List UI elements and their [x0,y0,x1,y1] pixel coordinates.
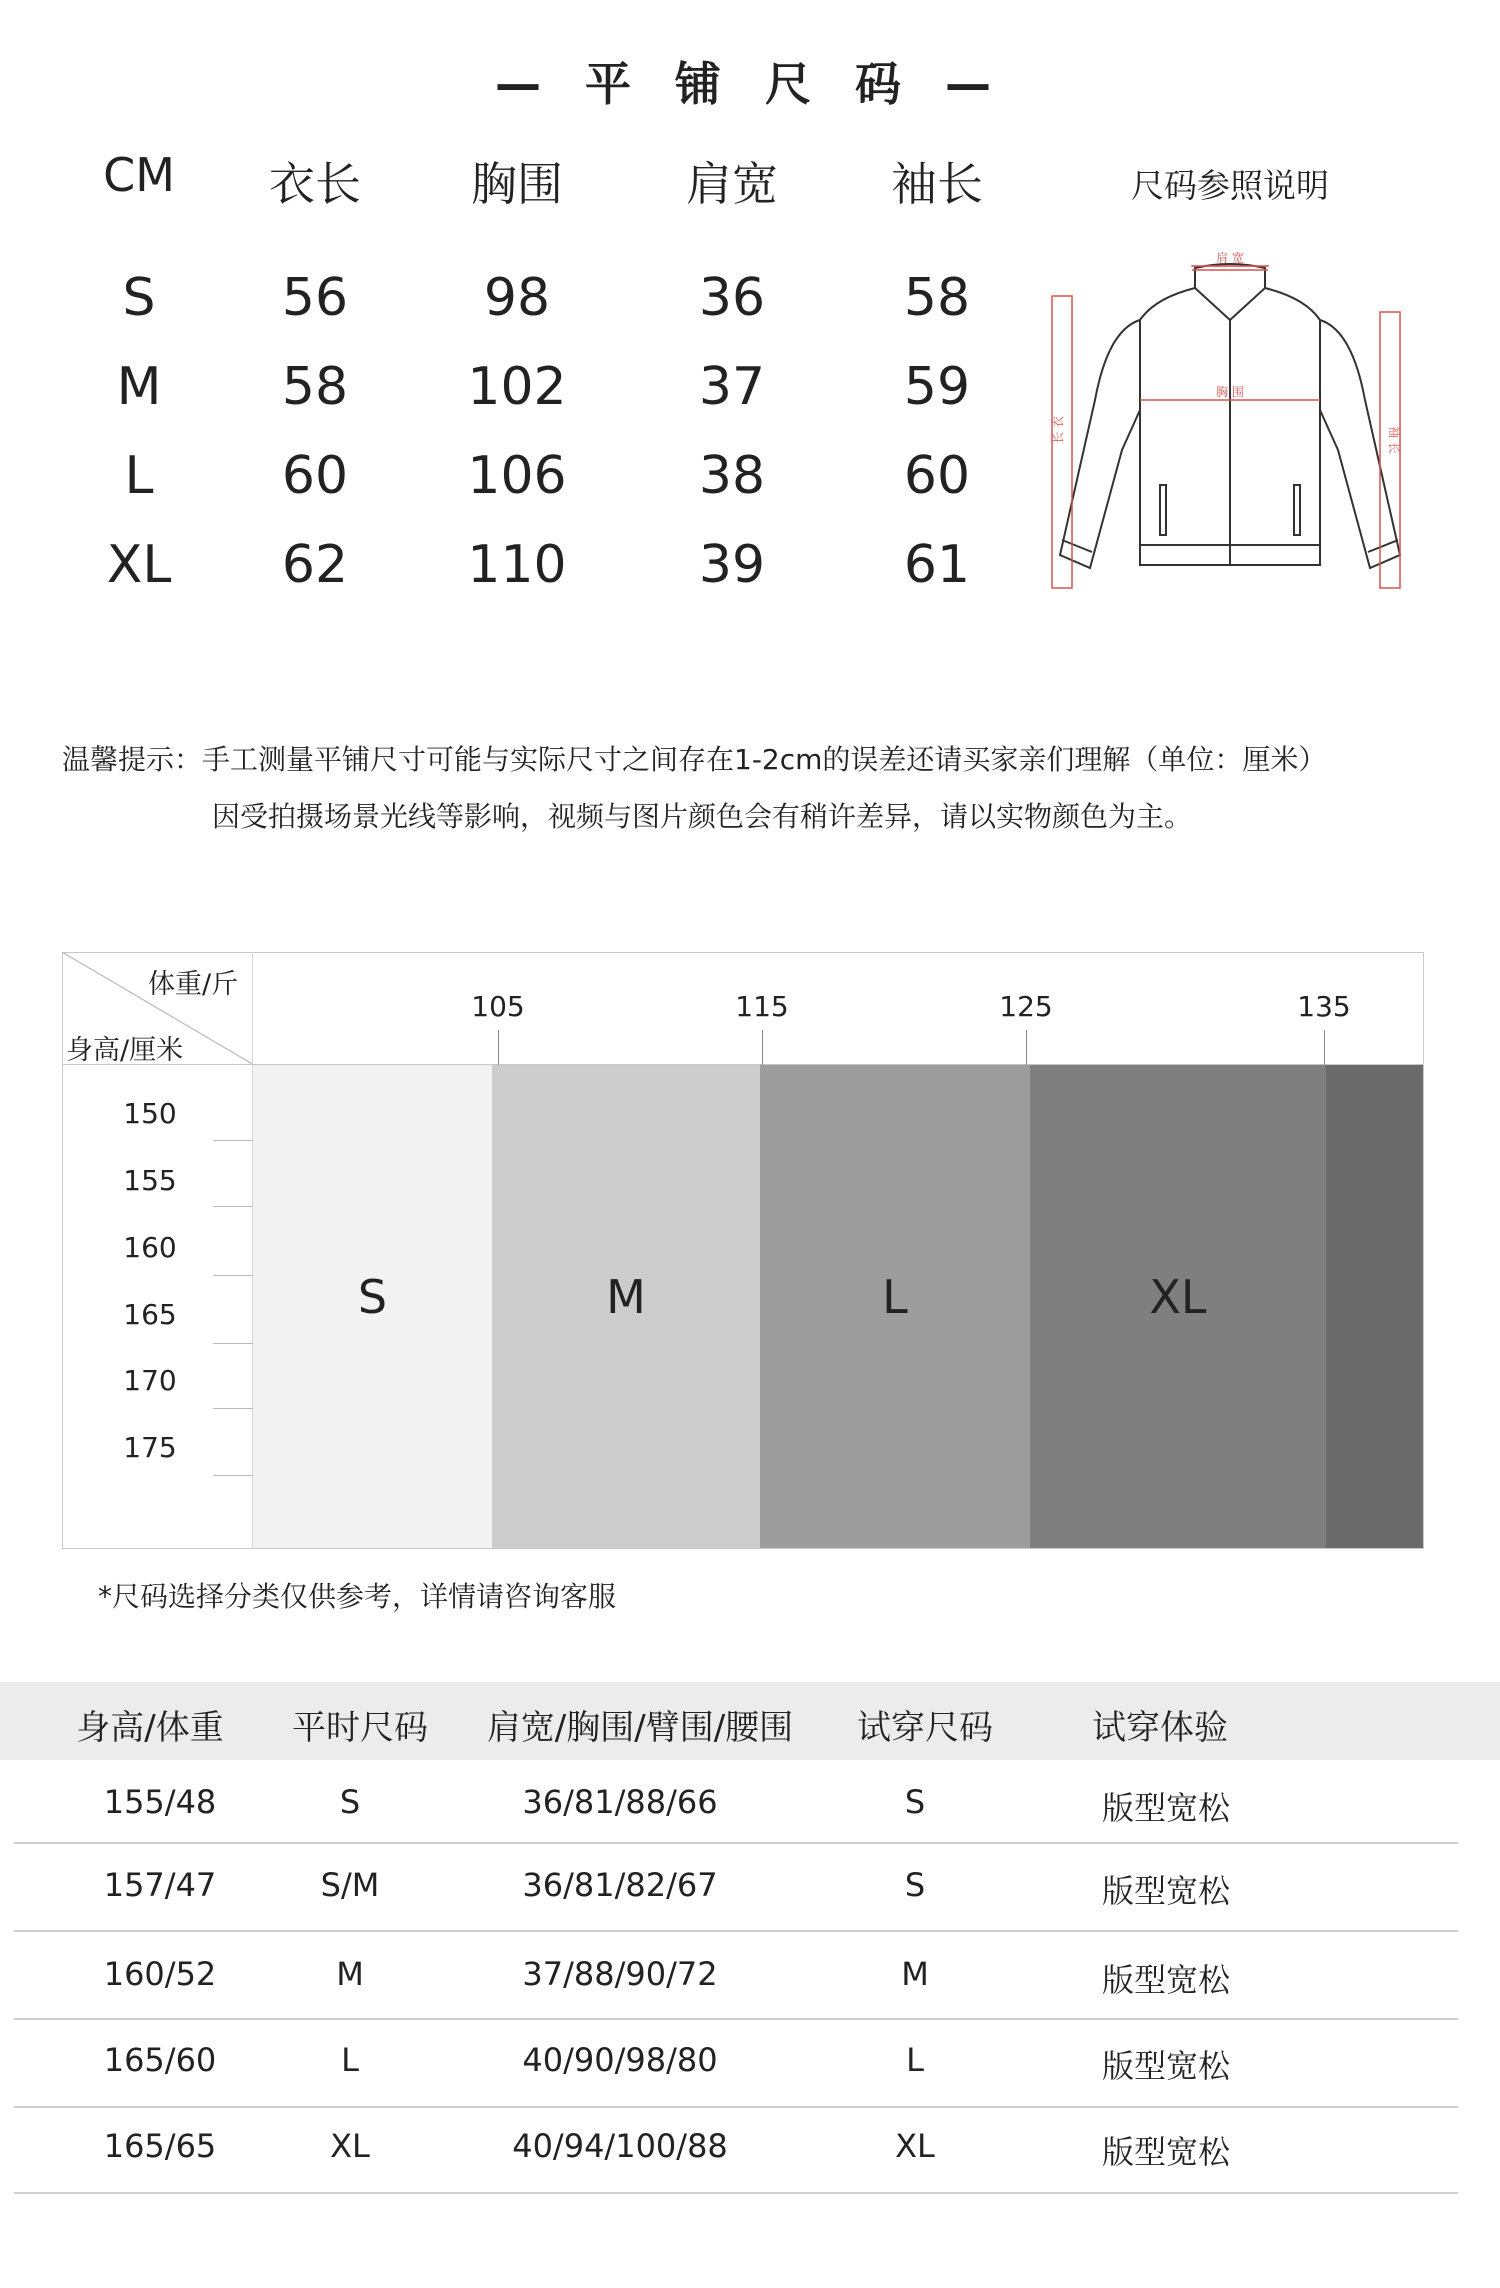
cell-usual: L [341,2041,359,2079]
header-cm: CM [103,148,175,202]
length-diagram-label: 长 衣 [1051,416,1065,444]
band-s [253,1065,492,1548]
row-divider [14,2192,1458,2194]
weight-axis-title: 体重/斤 [148,969,239,1000]
shoulder-cell: 36 [698,268,766,328]
height-gridline [213,1475,253,1476]
cell-hw: 165/65 [103,2127,217,2165]
cell-measure: 36/81/82/67 [522,1866,718,1904]
row-divider [14,2106,1458,2108]
weight-tick [1324,1030,1325,1066]
row-divider [14,2018,1458,2020]
cell-tried: M [901,1955,929,1993]
height-gridline [213,1408,253,1409]
cell-usual: S [339,1783,361,1821]
chest-cell: 102 [467,357,567,417]
height-gridline [213,1140,253,1141]
jacket-outline-icon [1060,264,1400,568]
chest-cell: 110 [467,535,567,595]
length-cell: 60 [281,446,349,506]
length-cell: 58 [281,357,349,417]
cell-fit: 版型宽松 [1101,2047,1230,2085]
shoulder-diagram-label: 肩 宽 [1216,251,1244,265]
cell-usual: M [336,1955,364,1993]
height-tick-label: 160 [123,1231,177,1264]
weight-tick-label: 135 [1297,990,1351,1023]
tip-note-line2: 因受拍摄场景光线等影响，视频与图片颜色会有稍许差异，请以实物颜色为主。 [212,800,1193,833]
band-m [492,1065,760,1548]
height-gridline [213,1206,253,1207]
chest-cell: 106 [467,446,567,506]
band-label-l: L [882,1270,908,1324]
header-shoulder: 肩宽 [686,157,778,211]
band-extra [1326,1065,1423,1548]
cell-hw: 160/52 [103,1955,217,1993]
header-chest: 胸围 [471,157,563,211]
cell-tried: S [904,1866,926,1904]
size-cell: L [124,446,154,506]
header-sleeve: 袖长 [891,157,983,211]
cell-tried: L [906,2041,924,2079]
cell-fit: 版型宽松 [1101,1961,1230,1999]
height-tick-label: 175 [123,1431,177,1464]
row-divider [14,1930,1458,1932]
cell-fit: 版型宽松 [1101,2133,1230,2171]
cell-measure: 40/90/98/80 [522,2041,718,2079]
size-cell: M [116,357,162,417]
header-length: 衣长 [269,157,361,211]
cell-usual: S/M [320,1866,380,1904]
th-fit: 试穿体验 [1092,1708,1228,1748]
sleeve-cell: 58 [903,268,971,328]
height-gridline [213,1343,253,1344]
height-axis-title: 身高/厘米 [66,1035,184,1066]
sleeve-cell: 59 [903,357,971,417]
height-tick-label: 155 [123,1164,177,1197]
length-cell: 56 [281,268,349,328]
weight-tick [498,1030,499,1066]
chart-footnote: *尺码选择分类仅供参考，详情请咨询客服 [98,1580,617,1613]
row-divider [14,1842,1458,1844]
sleeve-diagram-label: 袖 长 [1387,426,1401,454]
cell-measure: 37/88/90/72 [522,1955,718,1993]
weight-tick [1026,1030,1027,1066]
th-tried-size: 试穿尺码 [857,1708,993,1748]
size-cell: XL [106,535,172,595]
jacket-measurement-diagram [1040,240,1420,590]
cell-usual: XL [330,2127,370,2165]
shoulder-cell: 37 [698,357,766,417]
chest-cell: 98 [483,268,551,328]
weight-tick-label: 125 [999,990,1053,1023]
height-gridline [213,1275,253,1276]
height-tick-label: 165 [123,1298,177,1331]
cell-tried: S [904,1783,926,1821]
cell-fit: 版型宽松 [1101,1872,1230,1910]
band-label-xl: XL [1149,1270,1207,1324]
weight-tick-label: 115 [735,990,789,1023]
th-measurements: 肩宽/胸围/臂围/腰围 [486,1708,794,1748]
th-height-weight: 身高/体重 [76,1708,224,1748]
cell-measure: 40/94/100/88 [512,2127,728,2165]
cell-measure: 36/81/88/66 [522,1783,718,1821]
shoulder-cell: 39 [698,535,766,595]
page-title: — 平 铺 尺 码 — [494,57,1006,111]
weight-tick-label: 105 [471,990,525,1023]
band-label-s: S [357,1270,388,1324]
length-cell: 62 [281,535,349,595]
cell-hw: 155/48 [103,1783,217,1821]
band-label-m: M [606,1270,646,1324]
band-xl [1030,1065,1326,1548]
measurement-lines [1052,266,1400,588]
th-usual-size: 平时尺码 [292,1708,428,1748]
sleeve-cell: 61 [903,535,971,595]
height-tick-label: 170 [123,1364,177,1397]
tip-note-line1: 温馨提示：手工测量平铺尺寸可能与实际尺寸之间存在1-2cm的误差还请买家亲们理解（单位：厘米） [62,743,1327,776]
band-l [760,1065,1030,1548]
sleeve-cell: 60 [903,446,971,506]
size-cell: S [122,268,156,328]
size-guide-label: 尺码参照说明 [1131,166,1329,205]
cell-hw: 157/47 [103,1866,217,1904]
cell-fit: 版型宽松 [1101,1789,1230,1827]
weight-tick [762,1030,763,1066]
shoulder-cell: 38 [698,446,766,506]
height-tick-label: 150 [123,1097,177,1130]
chest-diagram-label: 胸 围 [1216,385,1244,399]
cell-hw: 165/60 [103,2041,217,2079]
cell-tried: XL [895,2127,935,2165]
